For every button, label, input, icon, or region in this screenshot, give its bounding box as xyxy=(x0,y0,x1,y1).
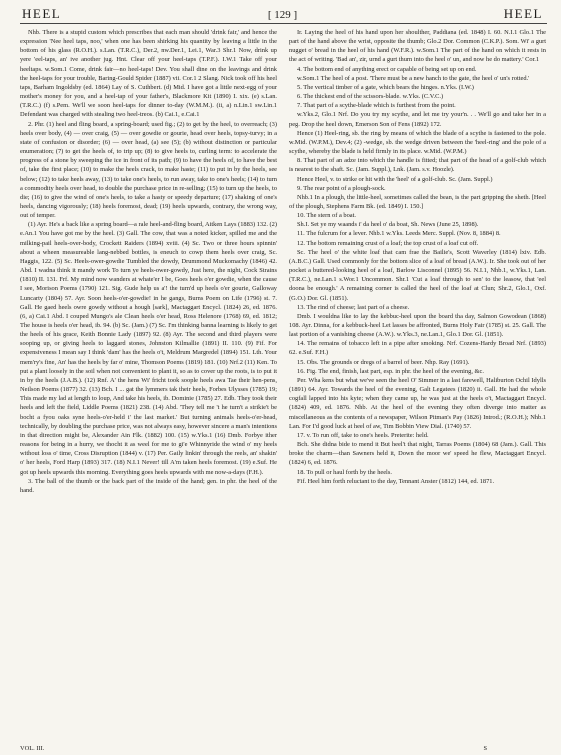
entry-paragraph: 4. The bottom end of anything erect or capable of being set up on end. xyxy=(297,65,477,73)
page-number: [ 129 ] xyxy=(267,9,298,21)
entry-paragraph: 16. Fig. The end, finish, last part, esp. in phr. the heel of the evening, &c. xyxy=(297,367,484,375)
left-column xyxy=(20,28,277,740)
entry-paragraph: (1) Ayr. He's a back like a spring board—a rale heel-and-fling board, Aitken Lays (1883) 132. (2) e.An.1 You have got me by the heel. (3) Gall. The cow, that was a noted kicker, spilled me and the milking-pail heels-over-body, Crockett Raiders (1894) xviii. (4) Sc. Two or three hours spinnin' about a wheen measureable lang-nebbed bottles, is eneuch to cowp them heels over craig, Sc. Haggis, 122. (5) Sc. Heels-ower-gowdie Tumbled the dowdy, Drummond Muckomachy (1846) 42. Abd. I wadna think it mandy work To turn ye heels-ower-gowdy, Just here, the night, Cock Strains (1810) II. 131. Frf. My mind now wanders at whate'er I be, Goes heels o'er gowdie, when the cause I see, Morison Poems (1790) 121. Sig. Gude help us a'! the turn'd up heels o'er gourie, Galloway Luncarty (1804) 57. Ayr. Soon heels-o'er-gowdie! in he gangs, Burns Poem on Life (1796) st. 7. Gall. He gaed heels owre gowdy without a hough [sark], Mactaggart Encycl. (1824) 26, ed. 1876. (6, a) Cai.1 Abd. I couped Mungo's ale Clean heels o'er head, Ross Helenore (1768) 69, ed. 1812; The house is heels o'er head, ib. 94. (b) Sc. (Jam.) (7) Sc. I'm thinking banna learning is likely to get the heels of his grace, Keith Bonnie Lady (1897) 92. (8) Ayr. The second and third players were sooping up, or giving heels to laggard stones, Johnston Kilmallie (1891) II. 110. (9) Fif. For expensiveness I mean say I think 'dam' has the heels o't, Meldrum Margredel (1894) 151. Lth. Your mem'ry's fine, An' has the heels by far o' mine, Thomson Poems (1819) 181. (10) Nrf.2 (11) Ken. To put a plant loosely in the soil when not convenient to plant it, so as to cover up the roots, is to put it in by the heels (J.A.B.). (12) Rnf. A' the hens Wi' fricht took soople heels awa Tae their hen-pens, Neilson Poems (1877) 32. (13) Bch. I ... gat the lymmers tak their heels, Forbes Ulysses (1785) 19; This made my lad at length to loup, And take his heels, ib. Dominie (1785) 27. Edb. They took their heels and left the field, Liddle Poems (1821) 238. (14) Abd. 'They tell me 't he turn't a strikie't be bocht a fyou oaks syne heels-o'er-held i' the last market.' But turning animals heels-o'er-head, technically, by doubling the purchase price, was not always easy, however sincere a man's intentions in that direction might be, Alexander Ain Flk. (1882) 100. (15) w.Yks.1 (16) Dmb. Forbye ither reasons for being in a hurry, we thocht it as weel for me to gi'e Whinnyride the wind o' my heels without loss o' time, Cross Disruption (1844) v. (17) Per. Gaily linkin' through the reels, an' shakin' o' her heels, Ford Harp (1893) 317. (18) N.I.1 Never! till A'm taken heels foremost. (19) e.Suf. He got up heels upwards this morning. Everything goes heels upwards with me now-a-days (F.H.). xyxy=(20,221,277,476)
entry-paragraph: 10. The stern of a boat. xyxy=(297,212,356,220)
entry-paragraph: Fif. Heel him forth reluctant to the day, Tennant Anster (1812) 144, ed. 1871. xyxy=(297,477,495,485)
entry-paragraph: 18. To pull or haul forth by the heels. xyxy=(297,468,392,476)
entry-paragraph: 9. The rear point of a plough-sock. xyxy=(297,184,386,192)
entry-paragraph: 3. The ball of the thumb or the back part of the inside of the hand; gen. in phr. the heel of the hand. xyxy=(20,477,277,494)
entry-paragraph: 2. Phr. (1) heel and fling board, a spring-board; used fig.; (2) to get by the heel, to overreach; (3) heels over body, (4) — over craig, (5) — over gowdie or gourie, head over heels, topsy-turvy; in a state of confusion or disorder; (6) — over head, (a) see (5); (b) without distinction or particular enumeration; (7) to get the heels of, to trip up; (8) to give heels to, curling term: to accelerate the progress of a stone by sweeping the ice in front of its path; (9) to have the heels of, to have the best of, take the first place; (10) to make the heels crack, to make haste; (11) to put in by the heels, see below; (12) to take heels away, (13) to take one's heels, to run away, take to one's heels; (14) to turn a commodity heels over head, to double the purchase price in re-selling; (15) to turn up the heels, to die; (16) to give the wind of one's heels, to take a hasty or speedy departure; (17) shaking of one's heels, dancing vigorously; (18) heels foremost, dead; (19) heels upwards, contrary, the wrong way, out of temper. xyxy=(20,120,277,220)
entry-paragraph: 8. That part of an adze into which the handle is fitted; that part of the head of a golf-club which is nearest to the shaft. Sc. (Jam. Suppl.), Lnk. (Jam. s.v. Hoozle). xyxy=(289,157,546,174)
entry-paragraph: 7. That part of a scythe-blade which is furthest from the point. xyxy=(297,102,456,110)
header-headword-left: HEEL xyxy=(22,6,62,21)
entry-paragraph: Ir. Laying the heel of his hand upon her shoulther, Paddiana (ed. 1848) I. 60. N.I.1 Glo.1 The part of the hand above the wrist, opposite the thumb; Glo.2 Dor. Common (C.K.P.). Som. Wi' a gurt nugget o' bread in the heel of his hand (W.F.R.). w.Som.1 The part of the hand on which it rests in the act of writing. 'Bad an', zir, urnd a gurt thurn into the heel o' un, and now he do mattery.' Cor.1 xyxy=(289,29,546,64)
entry-paragraph: Sc. The heel o' the white loaf that cam frae the Bailie's, Scott Waverley (1814) lxiv. Edb. (A.B.C.) Gall. Used commonly for the bottom slice of a loaf of bread (A.W.). Ir. She took out of her pocket a buttered-looking heel of a loaf, Barlow Lisconnel (1895) 56. N.I.1, Nhb.1, w.Yks.1, Lan. (T.R.C.), ne.Lan.1 s.Wor.1 Uncommon. Shr.1 'Cut a loaf through to sen' to the leasow, that 'eel doona be enough.' A remaining corner is called the heel of the loaf at Clun; Shr.2, Glo.1, Oxf. (G.O.) Dor. Gl. (1851). xyxy=(289,248,546,302)
entry-paragraph: 17. v. To run off, take to one's heels. Preterite: held. xyxy=(297,431,429,439)
entry-paragraph: Per. Wha kens but what we've seen the heel O' Simmer in a last farewell, Haliburton Ochil Idylls (1891) 64. Ayr. Towards the heel of the evening, Galt Legatees (1820) ii. Gall. He had the whole cogfall lapped into his kyte; when they came up, he was just at the heels o't, Mactaggart Encycl. (1824) 409, ed. 1876. Nhb. At the heel of the evening they often diverge into matter as miscellaneous as the contents of a newspaper, Wilson Pitman's Pay (1826) Introd.; (R.O.H.); Nhb.1 Lan. For I'd good luck at heel of aw, Tim Bobbin View Dial. (1740) 57. xyxy=(289,376,546,430)
entry-paragraph: 5. The vertical timber of a gate, which bears the hinges. n.Yks. (I.W.) xyxy=(297,83,474,91)
entry-paragraph: Dmb. I wouldna like to lay the kebbuc-heel upon the board tha day, Salmon Gowodean (1868) 108. Ayr. Dinna, for a kebbuck-heel Let lasses be affronted, Burns Holy Fair (1785) st. 25. Gall. The last portion of a vanishing cheese (A.W.). w.Yks.3, ne.Lan.1, Glo.1 Dor. Gl. (1851). xyxy=(289,312,546,339)
entry-paragraph: Hence Heel, v. to strike or hit with the 'heel' of a golf-club. Sc. (Jam. Suppl.) xyxy=(297,175,493,183)
running-header xyxy=(20,6,547,24)
entry-paragraph: w.Yks.2, Glo.1 Nrf. Do you try my scythe, and let me try your'n. . . We'll go and take her in a peg. Drop the heel down, Emerson Son of Fens (1892) 172. xyxy=(289,111,546,128)
entry-paragraph: 11. The fulcrum for a lever. Nhb.1 w.Yks. Leeds Merc. Suppl. (Nov. 8, 1884) 8. xyxy=(297,230,501,238)
entry-paragraph: 15. Obs. The grounds or dregs of a barrel of beer. Nhp. Ray (1691). xyxy=(297,358,470,366)
entry-paragraph: Sh.I. Set ye my waands i' da heel o' da boat, Sh. News (June 25, 1898). xyxy=(297,221,479,229)
volume-label: VOL. III. xyxy=(20,745,45,752)
signature-mark: S xyxy=(483,745,487,752)
entry-paragraph: 6. The thickest end of the scissors-blade. w.Yks. (C.V.C.) xyxy=(297,93,444,101)
entry-paragraph: Nhb.1 In a plough, the little-heel, sometimes called the bean, is the part gripping the sheth. [Heel of the plough, Stephens Farm Bk. (ed. 1849) I. 150.] xyxy=(289,193,546,210)
entry-paragraph: Hence (1) Heel-ring, sb. the ring by means of which the blade of a scythe is fastened to the pole. w.Mid. (W.P.M.), Dev.4; (2) -wedge, sb. the wedge driven between the 'heel-ring' and the pole of a scythe, whereby the blade is held firmly in its place. w.Mid. (W.P.M.) xyxy=(289,129,546,156)
header-headword-right: HEEL xyxy=(503,6,543,21)
right-column xyxy=(289,28,546,740)
page-footer xyxy=(20,745,547,752)
entry-paragraph: 12. The bottom remaining crust of a loaf; the top crust of a loaf cut off. xyxy=(297,239,479,247)
entry-paragraph: 13. The rind of cheese; last part of a cheese. xyxy=(297,303,410,311)
entry-paragraph: 14. The remains of tobacco left in a pipe after smoking. Nrf. Cozens-Hardy Broad Nrf. (1893) 62. e.Suf. F.H.) xyxy=(289,340,546,357)
entry-paragraph: Bch. She didna bide to mend it But heel't that night, Tarras Poems (1804) 68 (Jam.). Gall. This broke the charm—than Sawners held it, Down the moor we' speed he flew, Mactaggart Encycl. (1824) 6, ed. 1876. xyxy=(289,441,546,467)
text-columns xyxy=(20,28,547,740)
entry-paragraph: Nhb. There is a stupid custom which prescribes that each man should 'drink fair,' and hence the expression 'Nee heel taps, noo,' when one has been shirking his quantity by leaving a little in the bottom of his glass (R.O.H.). s.Lan. (T.R.C.), Der.2, nw.Der.1, Lei.1, War.3 Shr.1 Now, drink up yere 'eel-taps, an' ive another jug. Hnt. Clear off your heel-taps (T.P.F.). I.W.1 Take off your heeltaps. w.Som.1 Come, drink fair—no heel-taps! Dev. You shall dine on the leavings and drink the heel-taps for your trouble, Baring-Gould Spider (1887) vii. Cor.1 2 Slang. Nick took off his heel taps, Barham Ingoldsby (ed. 1864) Lay of S. Cuthbert. (d) Mid. I have got a little next-egg of your mother's money for you, and a heel-tap of your father's, Blackmore Kit (1890) I. xix. (e) s.Lan. (T.R.C.) (f) s.Pem. We'll we soon heel-taps for dinner to-day (W.M.M.). (ii, a) n.Lin.1 sw.Lin.1 Defendant was charged with stealing two heel-treos. (b) Cai.1, e.Cai.1 xyxy=(20,29,277,119)
entry-paragraph: w.Som.1 The heel of a post. 'There must be a new hanch to the gate, the heel o' un's rotted.' xyxy=(297,74,530,82)
